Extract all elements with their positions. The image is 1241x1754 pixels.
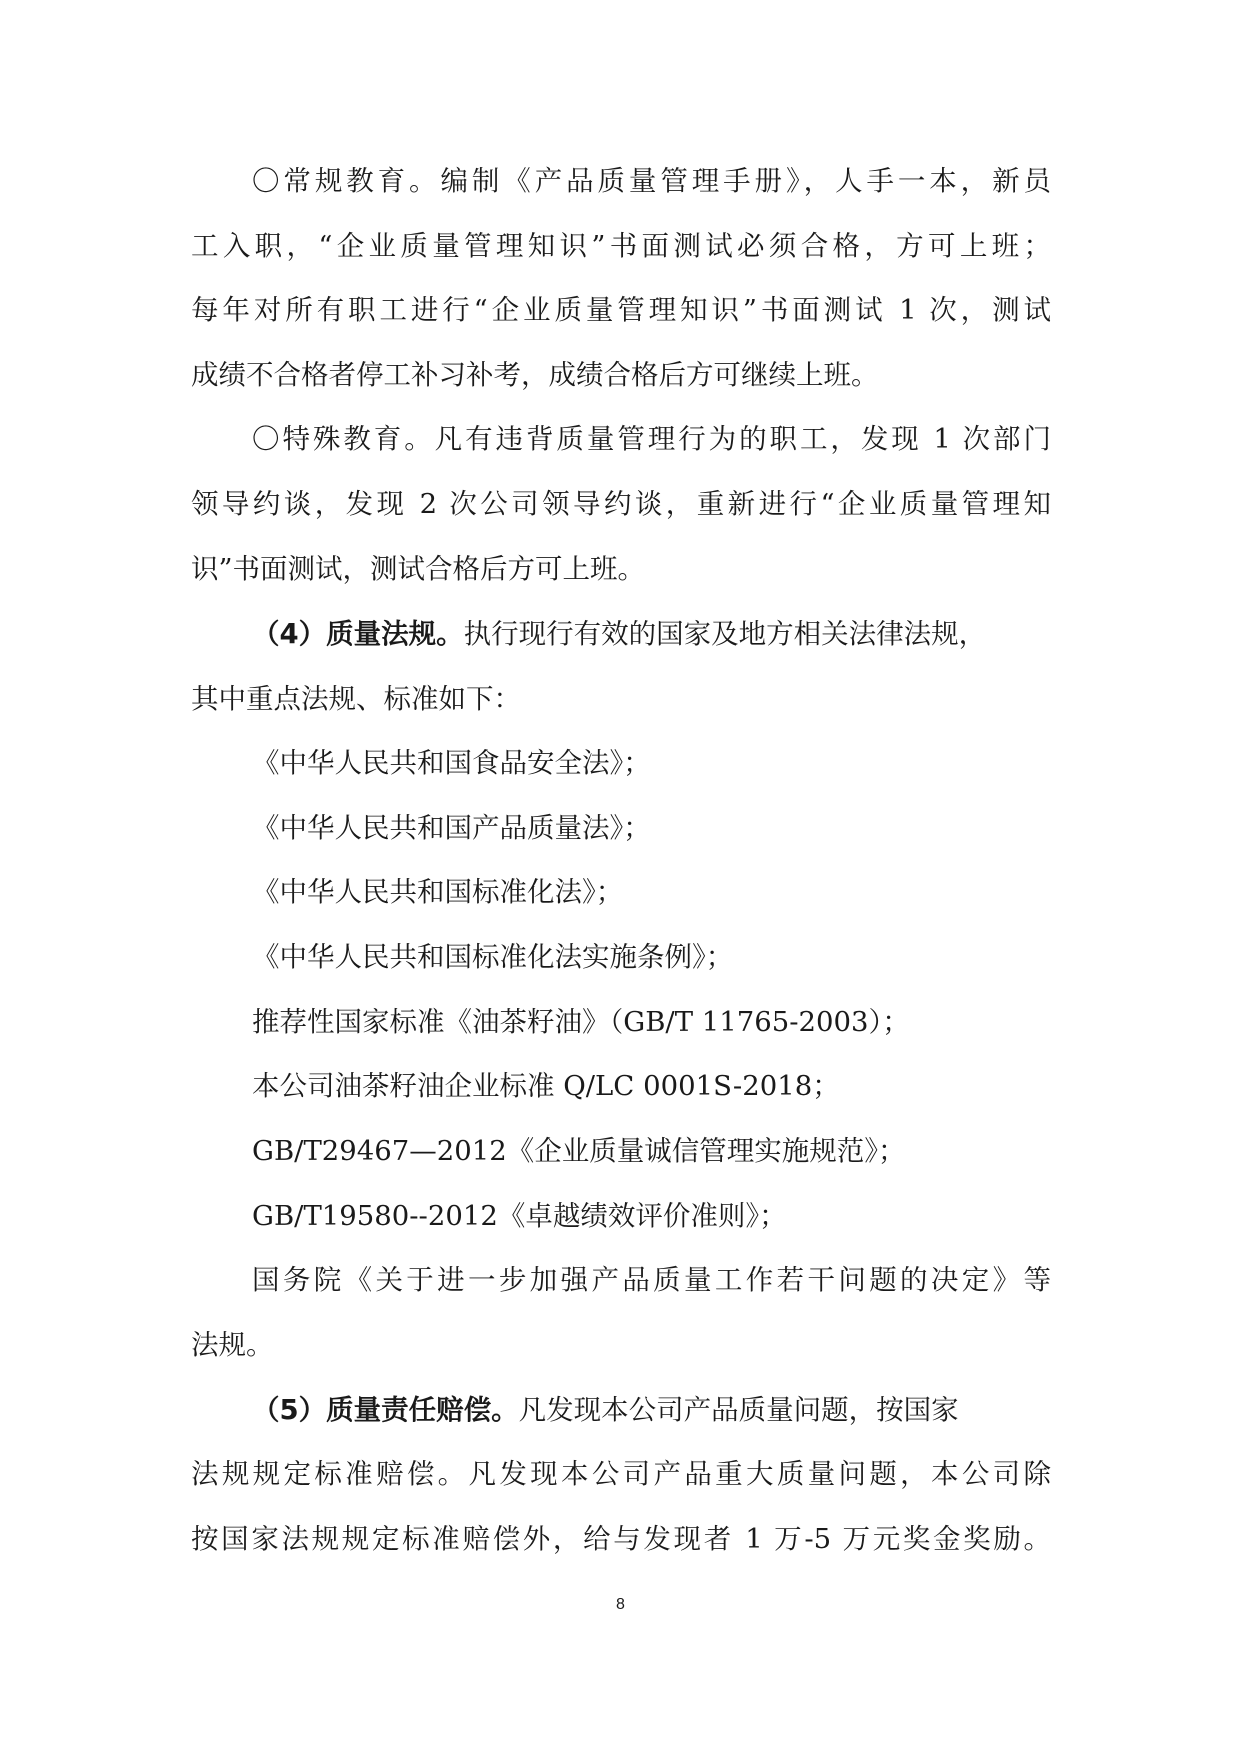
liability-line-3: 按国家法规规定标准赔偿外，给与发现者 1 万-5 万元奖金奖励。 bbox=[191, 1523, 1051, 1555]
liability-heading: （5）质量责任赔偿。 bbox=[252, 1394, 519, 1426]
quality-regulations-text: 执行现行有效的国家及地方相关法律法规， bbox=[463, 618, 987, 650]
regulation-item: 本公司油茶籽油企业标准 Q/LC 0001S-2018； bbox=[252, 1070, 840, 1102]
quality-regulations-line-2: 其中重点法规、标准如下： bbox=[191, 683, 521, 715]
liability-text: 凡发现本公司产品质量问题，按国家 bbox=[518, 1394, 959, 1426]
regulation-item: 《中华人民共和国标准化法实施条例》； bbox=[252, 941, 734, 973]
regulation-item: 《中华人民共和国产品质量法》； bbox=[252, 812, 651, 844]
routine-education-line-1: 〇常规教育。编制《产品质量管理手册》，人手一本，新员 bbox=[252, 165, 1051, 197]
routine-education-line-4: 成绩不合格者停工补习补考，成绩合格后方可继续上班。 bbox=[191, 359, 879, 391]
regulation-item: 《中华人民共和国食品安全法》； bbox=[252, 747, 651, 779]
regulation-item: GB/T29467—2012《企业质量诚信管理实施规范》； bbox=[252, 1135, 906, 1167]
regulation-item: 推荐性国家标准《油茶籽油》（GB/T 11765-2003）； bbox=[252, 1006, 910, 1038]
regulation-tail: 法规。 bbox=[191, 1329, 274, 1361]
page-number: 8 bbox=[616, 1596, 625, 1613]
regulation-item: GB/T19580--2012《卓越绩效评价准则》； bbox=[252, 1200, 787, 1232]
special-education-line-1: 〇特殊教育。凡有违背质量管理行为的职工，发现 1 次部门 bbox=[252, 423, 1051, 455]
special-education-line-2: 领导约谈，发现 2 次公司领导约谈，重新进行“企业质量管理知 bbox=[191, 488, 1051, 520]
quality-regulations-heading: （4）质量法规。 bbox=[252, 618, 464, 650]
regulation-item: 国务院《关于进一步加强产品质量工作若干问题的决定》等 bbox=[252, 1264, 1051, 1296]
quality-regulations-line-1 bbox=[252, 618, 987, 650]
liability-line-1 bbox=[252, 1394, 959, 1426]
special-education-line-3: 识”书面测试，测试合格后方可上班。 bbox=[191, 553, 646, 585]
regulation-item: 《中华人民共和国标准化法》； bbox=[252, 876, 624, 908]
routine-education-line-3: 每年对所有职工进行“企业质量管理知识”书面测试 1 次，测试 bbox=[191, 294, 1051, 326]
routine-education-line-2: 工入职，“企业质量管理知识”书面测试必须合格，方可上班； bbox=[191, 230, 1051, 262]
liability-line-2: 法规规定标准赔偿。凡发现本公司产品重大质量问题，本公司除 bbox=[191, 1458, 1051, 1490]
